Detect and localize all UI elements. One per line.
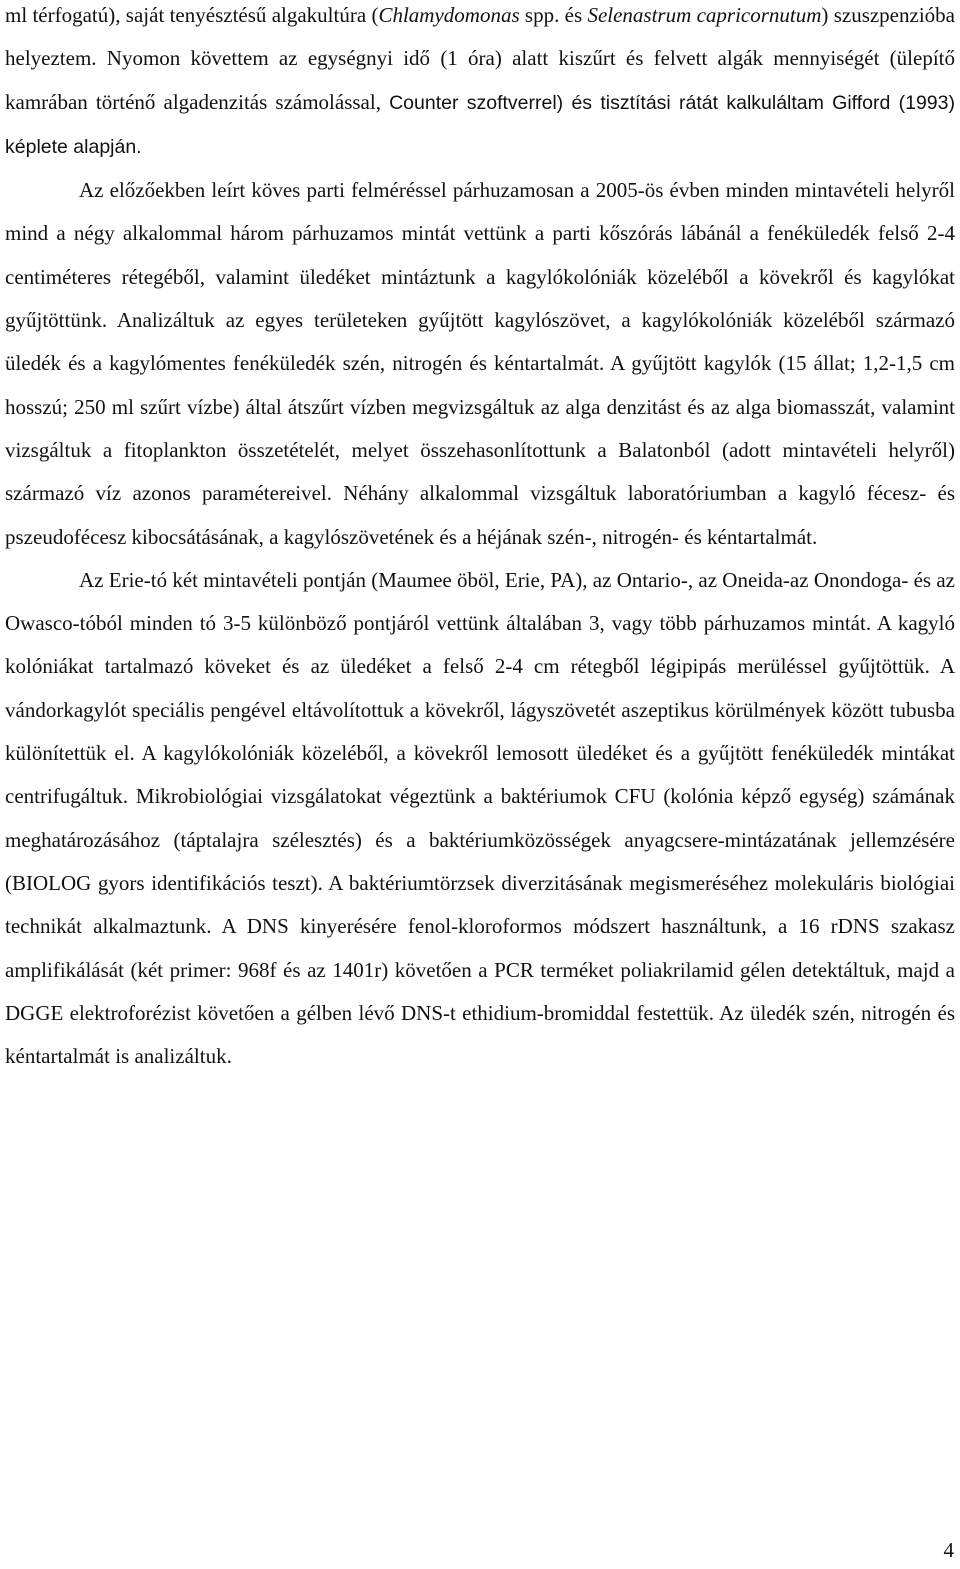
paragraph-lake-balaton-sampling: Az előzőekben leírt köves parti felméréssel párhuzamosan a 2005-ös évben minden mintavételi helyről mind a négy alkalommal három párhuzamos mintát vettünk a parti kőszórás lábánál a fenéküledék felső 2-4 centiméteres rétegéből, valamint üledéket mintáztunk a kagylókolóniák közeléből a kövekről és kagylókat gyűjtöttünk. Analizáltuk az egyes területeken gyűjtött kagylószövet, a kagylókolóniák közeléből származó üledék és a kagylómentes fenéküledék szén, nitrogén és kéntartalmát. A gyűjtött kagylók (15 állat; 1,2-1,5 cm hosszú; 250 ml szűrt vízbe) által átszűrt vízben megvizsgáltuk az alga denzitást és az alga biomasszát, valamint vizsgáltuk a fitoplankton összetételét, melyet összehasonlítottunk a Balatonból (adott mintavételi helyről) származó víz azonos paramétereivel. Néhány alkalommal vizsgáltuk laboratóriumban a kagyló fécesz- és pszeudofécesz kibocsátásának, a kagylószövetének és a héjának szén-, nitrogén- és kéntartalmát.: [5, 178, 955, 549]
document-page: [5, 0, 955, 1078]
paragraph-continued: [5, 0, 955, 169]
paragraph-1-text-a: ml térfogatú), saját tenyésztésű algakultúra (: [5, 3, 379, 27]
paragraph-1-species-chlamydomonas: Chlamydomonas: [378, 3, 520, 27]
page-number: 4: [943, 1538, 954, 1562]
paragraph-us-lakes-sampling: Az Erie-tó két mintavételi pontján (Maumee öböl, Erie, PA), az Ontario-, az Oneida-az Onondoga- és az Owasco-tóból minden tó 3-5 különböző pontjáról vettünk általában 3, vagy több párhuzamos mintát. A kagyló kolóniákat tartalmazó köveket és az üledéket a felső 2-4 cm rétegből légipipás merüléssel gyűjtöttük. A vándorkagylót speciális pengével eltávolítottuk a kövekről, lágyszövetét aszeptikus körülmények között tubusba különítettük el. A kagylókolóniák közeléből, a kövekről lemosott üledéket és a gyűjtött fenéküledék mintákat centrifugáltuk. Mikrobiológiai vizsgálatokat végeztünk a baktériumok CFU (kolónia képző egység) számának meghatározásához (táptalajra szélesztés) és a baktériumközösségek anyagcsere-mintázatának jellemzésére (BIOLOG gyors identifikációs teszt). A baktériumtörzsek diverzitásának megismeréséhez molekuláris biológiai technikát alkalmaztunk. A DNS kinyerésére fenol-kloroformos módszert használtunk, a 16 rDNS szakasz amplifikálását (két primer: 968f és az 1401r) követően a PCR terméket poliakrilamid gélen detektáltuk, majd a DGGE elektroforézist követően a gélben lévő DNS-t ethidium-bromiddal festettük. Az üledék szén, nitrogén és kéntartalmát is analizáltuk.: [5, 567, 955, 1069]
paragraph-1-species-selenastrum: Selenastrum capricornutum: [587, 3, 822, 27]
paragraph-1-text-f: Counter szoftverrel) és tisztítási rátát kalkuláltam Gifford (1993) képlete alapján.: [5, 91, 955, 158]
paragraph-1-text-c: spp. és: [519, 3, 588, 27]
paragraph-1-text-e: ) szuszpenzióba helyeztem. Nyomon követtem az egységnyi idő (1 óra) alatt kiszűrt és felvett algák mennyiségét (ülepítő kamrában történő algadenzitás számolással,: [5, 3, 955, 114]
